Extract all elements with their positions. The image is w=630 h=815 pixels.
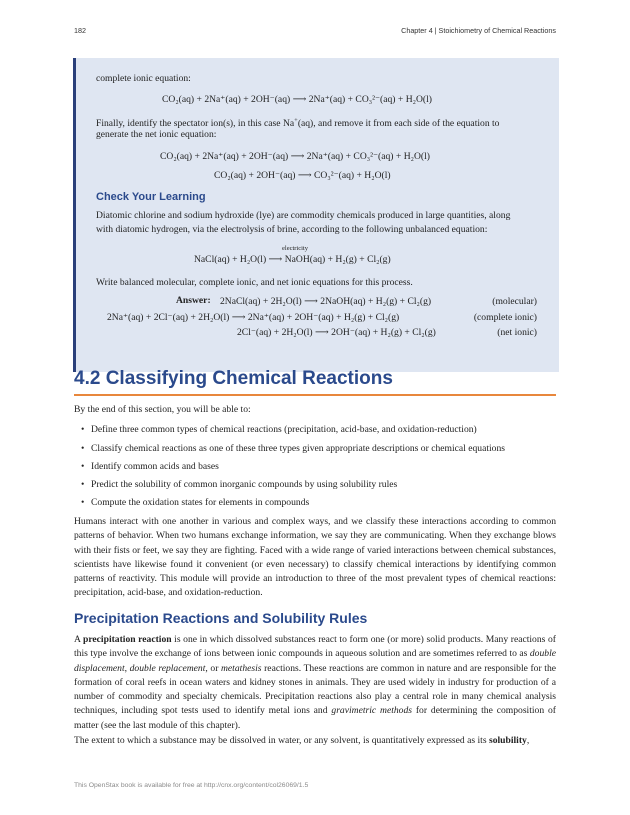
- objective-item: • Identify common acids and bases: [91, 461, 219, 472]
- objective-item: • Define three common types of chemical reactions (precipitation, acid-base, and oxidation-reduction): [91, 424, 477, 435]
- objectives-intro: By the end of this section, you will be able to:: [74, 404, 251, 415]
- answer-complete-ionic: 2Na⁺(aq) + 2Cl⁻(aq) + 2H₂O(l) ⟶ 2Na⁺(aq) + 2OH⁻(aq) + H₂(g) + Cl₂(g): [107, 312, 400, 323]
- equation-unbalanced: NaCl(aq) + H₂O(l) ⟶ NaOH(aq) + H₂(g) + Cl₂(g): [194, 254, 391, 265]
- complete-ionic-label: complete ionic equation:: [96, 73, 191, 84]
- answer-molecular-tag: (molecular): [492, 296, 537, 307]
- footer-note: This OpenStax book is available for free at http://cnx.org/content/col26069/1.5: [74, 782, 309, 789]
- page-number: 182: [74, 26, 86, 35]
- equation-cancel: CO₂(aq) + 2Na⁺(aq) + 2OH⁻(aq) ⟶ 2Na⁺(aq) + CO₃²⁻(aq) + H₂O(l): [160, 151, 430, 162]
- paragraph-solubility: The extent to which a substance may be dissolved in water, or any solvent, is quantitatively expressed as its solubility,: [74, 735, 530, 746]
- equation-net-ionic: CO₂(aq) + 2OH⁻(aq) ⟶ CO₃²⁻(aq) + H₂O(l): [214, 170, 391, 181]
- answer-label: Answer:: [176, 295, 211, 306]
- spectator-text: Finally, identify the spectator ion(s), in this case Na+(aq), and remove it from each side of the equation to: [96, 117, 500, 129]
- paragraph-precipitation: A precipitation reaction is one in which dissolved substances react to form one (or more) solid products. Many reactions of this type involve the exchange of ions between ionic compounds in aqueous solution and are sometimes referred to as double displacement, double replacement, or metathesis reactions. These reactions are common in nature and are responsible for the formation of coral reefs in ocean waters and kidney stones in animals. They are used widely in industry for production of a number of commodity and specialty chemicals. Precipitation reactions also play a central role in many chemical analysis techniques, including spot tests used to identify metal ions and gravimetric methods for determining the composition of matter (see the last module of this chapter).: [74, 634, 557, 731]
- answer-molecular: 2NaCl(aq) + 2H₂O(l) ⟶ 2NaOH(aq) + H₂(g) + Cl₂(g): [220, 296, 432, 307]
- equation-complete-ionic: CO₂(aq) + 2Na⁺(aq) + 2OH⁻(aq) ⟶ 2Na⁺(aq) + CO₃²⁻(aq) + H₂O(l): [162, 94, 432, 105]
- check-text-line2: with diatomic hydrogen, via the electrolysis of brine, according to the following unbalanced equation:: [96, 224, 488, 235]
- answer-net-ionic: 2Cl⁻(aq) + 2H₂O(l) ⟶ 2OH⁻(aq) + H₂(g) + Cl₂(g): [237, 327, 436, 338]
- answer-net-ionic-tag: (net ionic): [497, 327, 537, 338]
- section-title: 4.2 Classifying Chemical Reactions: [74, 368, 393, 389]
- running-header: Chapter 4 | Stoichiometry of Chemical Reactions: [401, 26, 556, 35]
- example-box: [73, 58, 559, 372]
- objective-item: • Predict the solubility of common inorganic compounds by using solubility rules: [91, 479, 397, 490]
- check-text: Diatomic chlorine and sodium hydroxide (lye) are commodity chemicals produced in large quantities, along: [96, 210, 511, 221]
- spectator-text-line2: generate the net ionic equation:: [96, 129, 217, 140]
- section-title-rule: [74, 394, 556, 396]
- write-text: Write balanced molecular, complete ionic, and net ionic equations for this process.: [96, 277, 413, 288]
- objective-item: • Classify chemical reactions as one of these three types given appropriate descriptions or chemical equations: [91, 443, 505, 454]
- paragraph-intro: Humans interact with one another in various and complex ways, and we classify these interactions according to common patterns of behavior. When two humans exchange information, we say they are communicating. When they exchange blows with their fists or feet, we say they are fighting. Faced with a wide range of varied interactions between chemical substances, scientists have likewise found it convenient (or even necessary) to classify chemical interactions by identifying common patterns of reactivity. This module will provide an introduction to three of the most prevalent types of chemical reactions: precipitation, acid-base, and oxidation-reduction.: [74, 516, 556, 599]
- check-your-learning-heading: Check Your Learning: [96, 191, 206, 203]
- answer-complete-ionic-tag: (complete ionic): [473, 312, 537, 323]
- arrow-label: electricity: [282, 245, 308, 252]
- subsection-title: Precipitation Reactions and Solubility Rules: [74, 610, 368, 626]
- objective-item: • Compute the oxidation states for elements in compounds: [91, 497, 309, 508]
